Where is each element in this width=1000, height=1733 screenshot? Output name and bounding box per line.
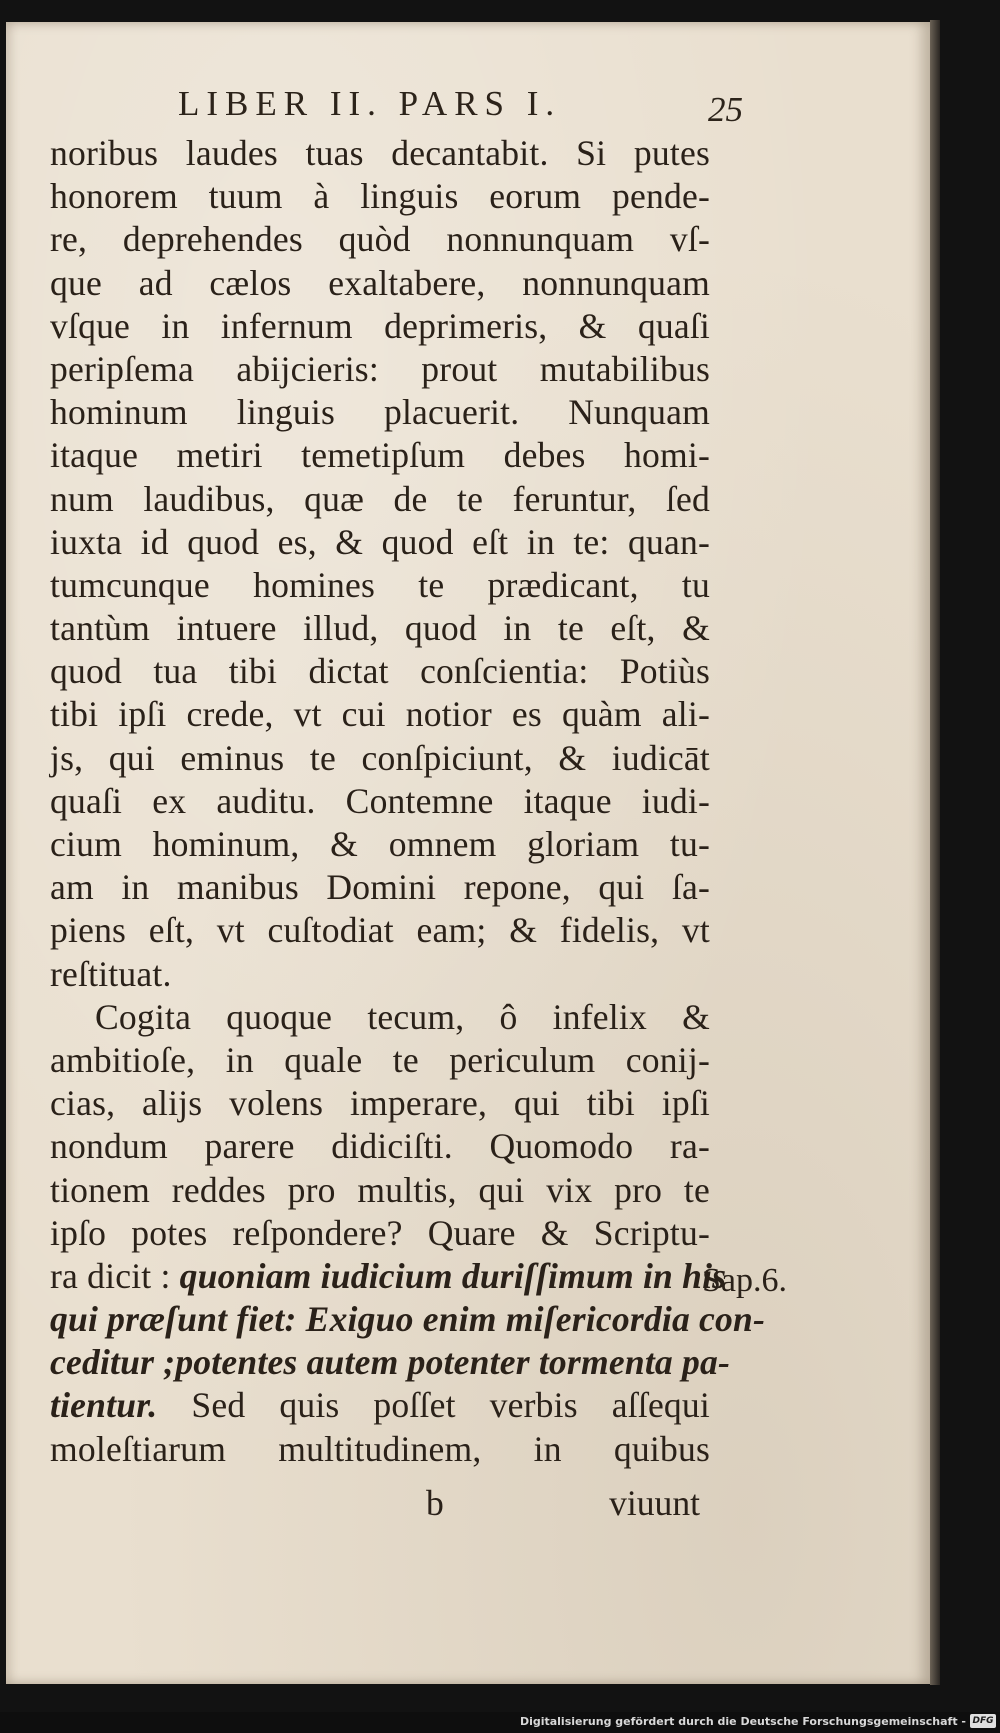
text-line: re, deprehendes quòd nonnunquam vſ- bbox=[50, 219, 710, 260]
text-line: moleſtiarum multitudinem, in quibus bbox=[50, 1428, 710, 1469]
text-line: tionem reddes pro multis, qui vix pro te bbox=[50, 1169, 710, 1210]
text-line: am in manibus Domini repone, qui ſa- bbox=[50, 867, 710, 908]
page-number: 25 bbox=[708, 90, 743, 129]
margin-note: Sap.6. bbox=[702, 1262, 787, 1299]
text-line-quotation bbox=[50, 1298, 766, 1341]
quotation-text: Exiguo enim miſericordia con- bbox=[305, 1299, 766, 1340]
page-edge bbox=[930, 20, 940, 1685]
paragraph-start-line: Cogita quoque tecum, ô infelix & bbox=[95, 996, 710, 1037]
text-line: cium hominum, & omnem gloriam tu- bbox=[50, 824, 710, 864]
text-line: quod tua tibi dictat conſcientia: Potiùs bbox=[50, 651, 710, 692]
text-line: quaſi ex auditu. Contemne itaque iudi- bbox=[50, 780, 710, 821]
text-line-quotation: ceditur ;potentes autem potenter tormenta pa- bbox=[50, 1342, 731, 1383]
plain-text: ra dicit : bbox=[50, 1255, 180, 1296]
quotation-text: tientur. bbox=[50, 1385, 158, 1426]
text-line: js, qui eminus te conſpiciunt, & iudicāt bbox=[50, 737, 710, 778]
paragraph-end-line: reſtituat. bbox=[50, 953, 172, 994]
dfg-logo: DFG bbox=[970, 1714, 996, 1728]
text-line: tumcunque homines te prædicant, tu bbox=[50, 564, 710, 605]
text-line: ambitioſe, in quale te periculum conij- bbox=[50, 1039, 710, 1080]
running-head: LIBER II. PARS I. bbox=[178, 84, 562, 123]
quotation-text: qui præſunt fiet: bbox=[50, 1299, 306, 1340]
catchword: viuunt bbox=[609, 1483, 700, 1523]
text-line: cias, alijs volens imperare, qui tibi ipſi bbox=[50, 1083, 710, 1124]
footer-credit: Digitalisierung gefördert durch die Deutsche Forschungsgemeinschaft - bbox=[519, 1715, 966, 1728]
text-line: peripſema abijcieris: prout mutabilibus bbox=[50, 348, 710, 389]
text-line: vſque in infernum deprimeris, & quaſi bbox=[50, 305, 710, 346]
text-line: tantùm intuere illud, quod in te eſt, & bbox=[50, 608, 710, 649]
text-line: piens eſt, vt cuſtodiat eam; & fidelis, vt bbox=[50, 910, 710, 951]
text-line: hominum linguis placuerit. Nunquam bbox=[50, 392, 710, 433]
plain-text: Sed quis poſſet verbis aſſequi bbox=[157, 1385, 710, 1426]
text-line: num laudibus, quæ de te feruntur, ſed bbox=[50, 478, 710, 519]
text-line-quotation-start bbox=[50, 1255, 727, 1298]
text-line: nondum parere didiciſti. Quomodo ra- bbox=[50, 1126, 710, 1167]
text-line: ipſo potes reſpondere? Quare & Scriptu- bbox=[50, 1212, 710, 1253]
quotation-text: quoniam iudicium duriſſimum in his bbox=[179, 1255, 727, 1296]
text-line: itaque metiri temetipſum debes homi- bbox=[50, 435, 710, 476]
text-line: honorem tuum à linguis eorum pende- bbox=[50, 176, 710, 217]
text-line: noribus laudes tuas decantabit. Si putes bbox=[50, 133, 710, 173]
text-line: tibi ipſi crede, vt cui notior es quàm ali- bbox=[50, 694, 710, 735]
text-line-quotation-end bbox=[50, 1384, 710, 1427]
text-line: que ad cælos exaltabere, nonnunquam bbox=[50, 262, 710, 303]
signature-mark: b bbox=[426, 1483, 444, 1523]
text-line: iuxta id quod es, & quod eſt in te: quan- bbox=[50, 521, 710, 562]
